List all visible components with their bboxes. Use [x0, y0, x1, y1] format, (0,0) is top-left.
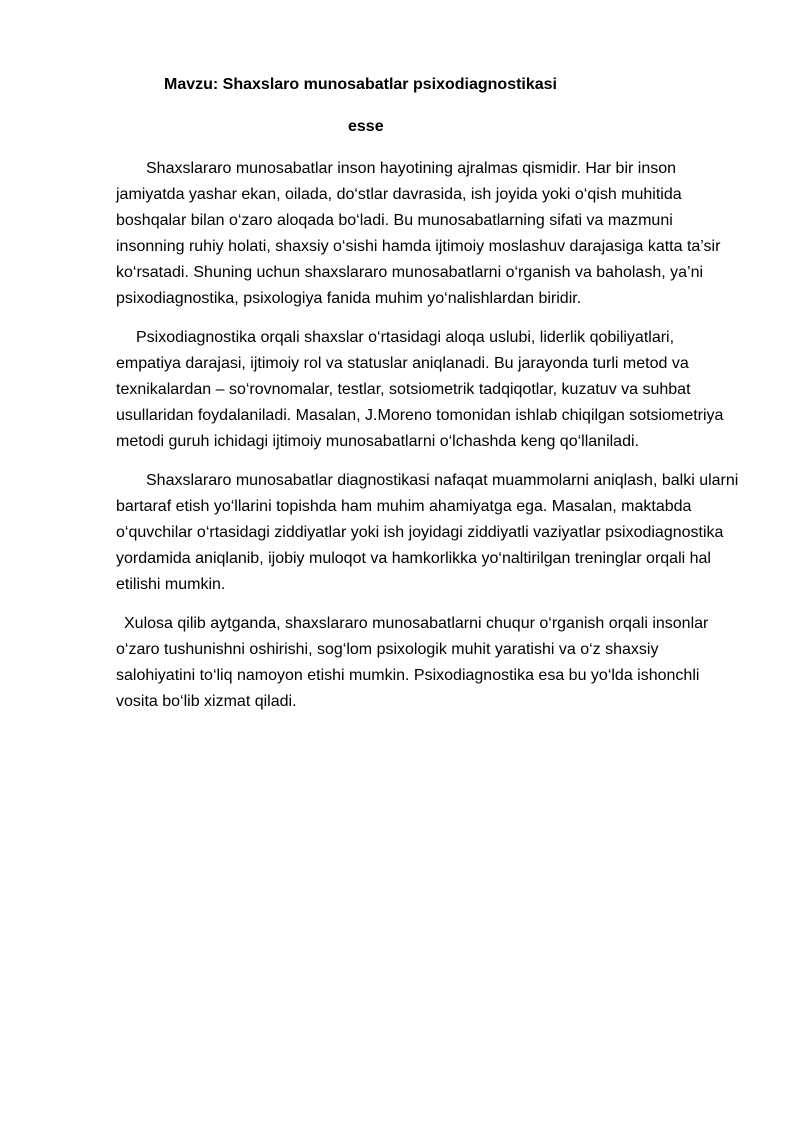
document-title: Mavzu: Shaxslaro munosabatlar psixodiagnostikasi [164, 76, 557, 93]
paragraph-diagnostics: Shaxslararo munosabatlar diagnostikasi nafaqat muammolarni aniqlash, balki ularni bartaraf etish yo‘llarini topishda ham muhim ahamiyatga ega. Masalan, maktabda o‘quvchilar o‘rtasidagi ziddiyatlar yoki ish joyidagi ziddiyatli vaziyatlar psixodiagnostika yordamida aniqlanib, ijobiy muloqot va hamkorlikka yo‘naltirilgan treninglar orqali hal etilishi mumkin. [116, 472, 739, 593]
paragraph-conclusion: Xulosa qilib aytganda, shaxslararo munosabatlarni chuqur o‘rganish orqali insonlar o‘zaro tushunishni oshirishi, sog‘lom psixologik muhit yaratishi va o‘z shaxsiy salohiyatini to‘liq namoyon etishi mumkin. Psixodiagnostika esa bu yo‘lda ishonchli vosita bo‘lib xizmat qiladi. [116, 615, 709, 710]
document-body [116, 156, 742, 728]
document-subtitle: esse [348, 118, 384, 135]
paragraph-methods: Psixodiagnostika orqali shaxslar o‘rtasidagi aloqa uslubi, liderlik qobiliyatlari, empatiya darajasi, ijtimoiy rol va statuslar aniqlanadi. Bu jarayonda turli metod va texnikalardan – so‘rovnomalar, testlar, sotsiometrik tadqiqotlar, kuzatuv va suhbat usullaridan foydalaniladi. Masalan, J.Moreno tomonidan ishlab chiqilgan sotsiometriya metodi guruh ichidagi ijtimoiy munosabatlarni o‘lchashda keng qo‘llaniladi. [116, 329, 724, 450]
paragraph-introduction: Shaxslararo munosabatlar inson hayotining ajralmas qismidir. Har bir inson jamiyatda yashar ekan, oilada, do‘stlar davrasida, ish joyida yoki o‘qish muhitida boshqalar bilan o‘zaro aloqada bo‘ladi. Bu munosabatlarning sifati va mazmuni insonning ruhiy holati, shaxsiy o‘sishi hamda ijtimoiy moslashuv darajasiga katta ta’sir ko‘rsatadi. Shuning uchun shaxslararo munosabatlarni o‘rganish va baholash, ya’ni psixodiagnostika, psixologiya fanida muhim yo‘nalishlardan biridir. [116, 160, 721, 307]
